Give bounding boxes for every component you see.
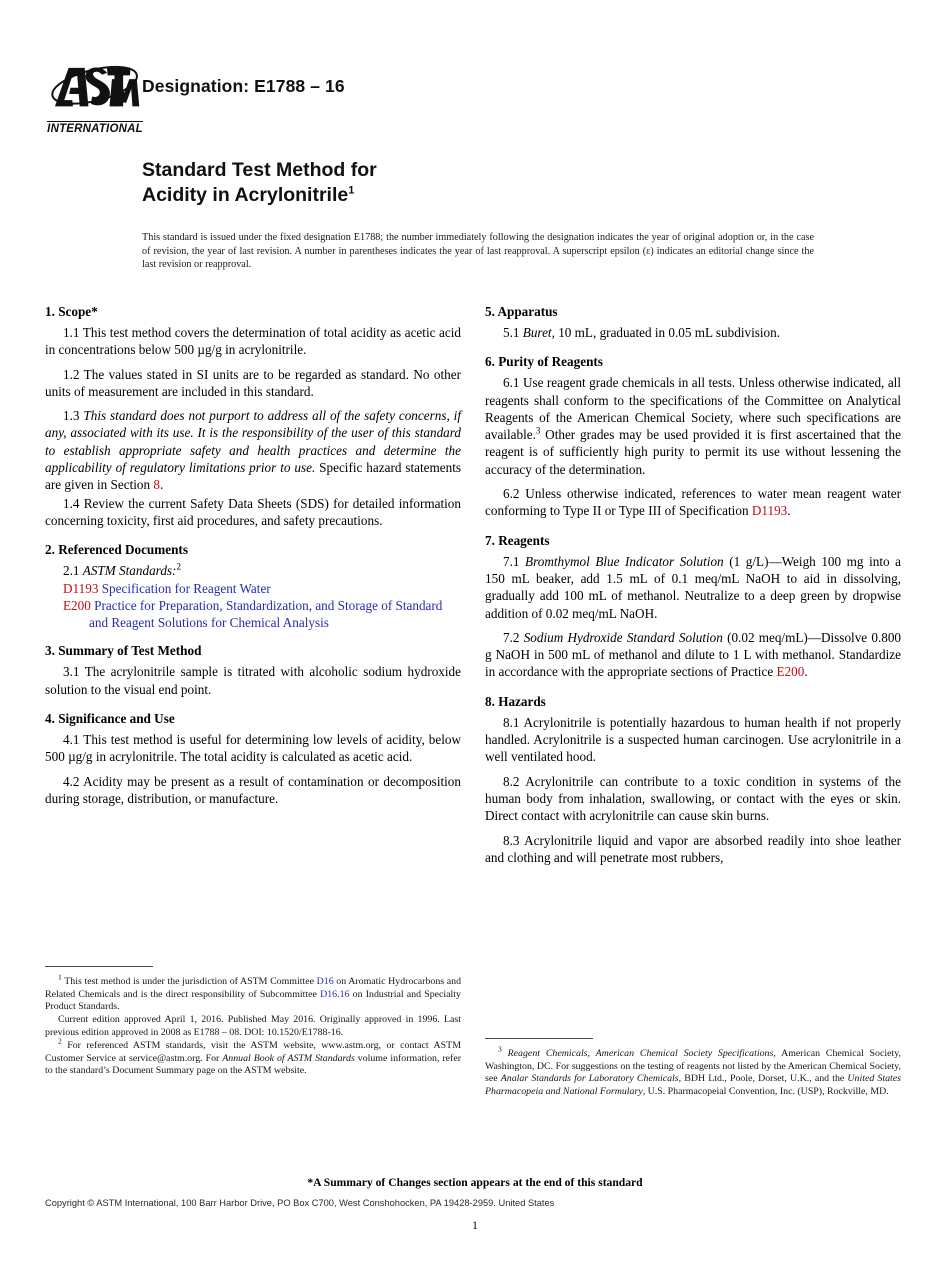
paragraph-7-2-tail-after: . bbox=[804, 664, 808, 680]
footnote-3 bbox=[485, 1044, 902, 1098]
list-item[interactable] bbox=[63, 580, 461, 597]
summary-of-changes-note: *A Summary of Changes section appears at the end of this standard bbox=[307, 1176, 643, 1189]
section-heading-significance-and-use: 4. Significance and Use bbox=[45, 711, 175, 727]
paragraph-4-1: 4.1 This test method is useful for determining low levels of acidity, below 500 µg/g in acrylonitrile. The total acidity is calculated as acetic acid. bbox=[45, 732, 461, 765]
paragraph-6-2-after: . bbox=[787, 503, 791, 519]
footnote-3-italic-1: Reagent Chemicals, American Chemical Society Specifications bbox=[507, 1048, 774, 1059]
paragraph-8-3: 8.3 Acrylonitrile liquid and vapor are absorbed readily into shoe leather and clothing and will penetrate most rubbers, bbox=[485, 832, 901, 865]
footnote-divider bbox=[485, 1038, 593, 1039]
paragraph-1-3-number: 1.3 bbox=[63, 408, 80, 424]
title-footnote-marker: 1 bbox=[348, 184, 355, 197]
footnote-2-italic: Annual Book of ASTM Standards bbox=[222, 1052, 355, 1064]
paragraph-2-1-footnote-marker: 2 bbox=[176, 561, 181, 572]
paragraph-6-1-footnote-marker: 3 bbox=[535, 425, 541, 436]
footnote-1-marker: 1 bbox=[58, 972, 62, 982]
section-heading-referenced-documents: 2. Referenced Documents bbox=[45, 542, 188, 558]
paragraph-2-1 bbox=[45, 562, 461, 579]
footnote-1 bbox=[45, 972, 462, 1014]
astm-logo-block bbox=[47, 58, 143, 135]
footnote-divider bbox=[45, 966, 153, 967]
section-heading-reagents: 7. Reagents bbox=[485, 532, 550, 548]
paragraph-1-3-tail-before: Specific hazard statements are given in Section bbox=[45, 460, 462, 493]
paragraph-1-3-italic: This standard does not purport to address all of the safety concerns, if any, associated with its use. It is the responsibility of the user of this standard to establish appropriate safety and health practices and determine the applicability of regulatory limitations prior to use. bbox=[45, 408, 461, 476]
astm-logo-wordmark: INTERNATIONAL bbox=[47, 123, 143, 135]
document-header bbox=[0, 0, 950, 300]
section-heading-hazards: 8. Hazards bbox=[485, 693, 546, 709]
right-column bbox=[485, 303, 901, 867]
paragraph-8-1: 8.1 Acrylonitrile is potentially hazardous to human health if not properly handled. Acrylonitrile is a suspected human carcinogen. Use acrylonitrile in a well ventilated hood. bbox=[485, 714, 901, 765]
paragraph-1-3-tail-after: . bbox=[160, 477, 164, 493]
designation-label: Designation: E1788 – 16 bbox=[142, 76, 345, 96]
paragraph-7-2-tail-before: (0.02 meq/mL)—Dissolve 0.800 g NaOH in 500 mL of methanol and dilute to 1 L with methanol. Standardize in accordance with the appropriate sections of Practice bbox=[485, 629, 902, 680]
reference-link-e200[interactable]: E200 bbox=[776, 664, 805, 680]
paragraph-7-1 bbox=[485, 553, 901, 623]
section-heading-scope: 1. Scope* bbox=[45, 304, 98, 319]
paragraph-1-4: 1.4 Review the current Safety Data Sheets (SDS) for detailed information concerning toxicity, first aid procedures, and safety precautions. bbox=[45, 495, 461, 528]
paragraph-6-1-after: Other grades may be used provided it is first ascertained that the reagent is of sufficiently high purity to permit its use without lessening the accuracy of the determination. bbox=[485, 427, 901, 477]
footnote-1-before: This test method is under the jurisdiction of ASTM Committee bbox=[61, 976, 317, 987]
section-heading-apparatus: 5. Apparatus bbox=[485, 304, 558, 319]
footnote-1-edition-info: Current edition approved April 1, 2016. Published May 2016. Originally approved in 1996. Last previous edition approved in 2008 as E1788 – 08. DOI: 10.1520/E1788-16. bbox=[45, 1014, 461, 1038]
footnote-3-part2: , BDH Ltd., Poole, Dorset, U.K., and the bbox=[678, 1073, 848, 1085]
astm-logo-icon bbox=[47, 58, 141, 120]
paragraph-7-2-number: 7.2 bbox=[503, 629, 520, 645]
footnotes-right bbox=[485, 1038, 901, 1098]
footnote-2 bbox=[45, 1036, 462, 1078]
section-heading-purity-of-reagents: 6. Purity of Reagents bbox=[485, 354, 603, 370]
paragraph-5-1 bbox=[485, 324, 901, 342]
title-line-1: Standard Test Method for bbox=[142, 159, 377, 181]
paragraph-2-1-number: 2.1 bbox=[63, 563, 80, 579]
footnote-3-italic-2: Analar Standards for Laboratory Chemicals bbox=[500, 1073, 679, 1085]
footnotes-left bbox=[45, 966, 461, 1078]
paragraph-5-1-tail: 10 mL, graduated in 0.05 mL subdivision. bbox=[558, 325, 781, 340]
reference-title[interactable]: Practice for Preparation, Standardization, and Storage of Standard and Reagent Solutions for Chemical Analysis bbox=[89, 597, 443, 631]
paragraph-6-1-before: 6.1 Use reagent grade chemicals in all tests. Unless otherwise indicated, all reagents shall conform to the specifications of the Committee on Analytical Reagents of the American Chemical Society, where such specifications are available. bbox=[485, 375, 901, 443]
section-link-8[interactable]: 8 bbox=[153, 477, 160, 493]
section-heading-summary-of-test-method: 3. Summary of Test Method bbox=[45, 643, 202, 659]
reference-title[interactable]: Specification for Reagent Water bbox=[101, 580, 271, 596]
left-column bbox=[45, 303, 461, 808]
footnote-3-marker: 3 bbox=[498, 1044, 502, 1054]
paragraph-8-2: 8.2 Acrylonitrile can contribute to a toxic condition in systems of the human body from inhalation, swallowing, or contact with the eyes or skin. Direct contact with acrylonitrile can cause skin burns. bbox=[485, 773, 901, 824]
footnote-3-part3: , U.S. Pharmacopeial Convention, Inc. (USP), Rockville, MD. bbox=[642, 1085, 889, 1097]
paragraph-6-2 bbox=[485, 485, 901, 521]
paragraph-1-1: 1.1 This test method covers the determination of total acidity as acetic acid in concentrations below 500 µg/g in acrylonitrile. bbox=[45, 325, 461, 358]
page-number: 1 bbox=[472, 1220, 478, 1232]
subcommittee-link-d1616[interactable]: D16.16 bbox=[320, 988, 350, 1000]
paragraph-7-1-tail: (1 g/L)—Weigh 100 mg into a 150 mL beaker, add 1.5 mL of 0.1 meq/mL NaOH to aid in dissolving, gradually add 100 mL of methanol. Neutralize to a deep green by dropwise addition of 0.02 meq/mL NaOH. bbox=[485, 553, 901, 621]
reference-designation[interactable]: D1193 bbox=[63, 580, 99, 596]
footnote-2-marker: 2 bbox=[58, 1036, 62, 1046]
paragraph-6-1 bbox=[485, 374, 901, 479]
committee-link-d16[interactable]: D16 bbox=[316, 976, 334, 987]
copyright-line: Copyright © ASTM International, 100 Barr Harbor Drive, PO Box C700, West Conshohocken, PA 19428-2959. United States bbox=[45, 1198, 555, 1208]
paragraph-7-1-italic: Bromthymol Blue Indicator Solution bbox=[525, 553, 724, 569]
paragraph-4-2: 4.2 Acidity may be present as a result of contamination or decomposition during storage, distribution, or manufacture. bbox=[45, 773, 461, 806]
paragraph-1-3 bbox=[45, 407, 461, 494]
paragraph-2-1-italic: ASTM Standards: bbox=[82, 563, 177, 579]
paragraph-5-1-number: 5.1 bbox=[503, 325, 520, 340]
paragraph-1-2: 1.2 The values stated in SI units are to be regarded as standard. No other units of measurement are included in this standard. bbox=[45, 366, 461, 399]
list-item[interactable] bbox=[63, 597, 461, 632]
footnote-3-italic-3: United States Pharmacopeia and National Formulary bbox=[485, 1073, 902, 1097]
paragraph-5-1-italic: Buret, bbox=[522, 325, 555, 340]
footnote-1-mid: on Aromatic Hydrocarbons and Related Chemicals and is the direct responsibility of Subcommittee bbox=[45, 976, 462, 1000]
reference-designation[interactable]: E200 bbox=[63, 597, 91, 613]
reference-link-d1193[interactable]: D1193 bbox=[751, 503, 788, 519]
paragraph-7-1-number: 7.1 bbox=[503, 553, 520, 569]
paragraph-7-2-italic: Sodium Hydroxide Standard Solution bbox=[523, 629, 723, 645]
footnote-2-part1: For referenced ASTM standards, visit the ASTM website, www.astm.org, or contact ASTM Customer Service at service@astm.org. For bbox=[45, 1039, 461, 1064]
paragraph-7-2 bbox=[485, 629, 901, 682]
paragraph-6-2-before: 6.2 Unless otherwise indicated, references to water mean reagent water conforming to Type II or Type III of Specification bbox=[485, 486, 901, 519]
title-line-2: Acidity in Acrylonitrile bbox=[142, 184, 349, 206]
referenced-standards-list bbox=[45, 580, 461, 632]
standard-issued-note: This standard is issued under the fixed designation E1788; the number immediately following the designation indicates the year of original adoption or, in the case of revision, the year of last revision. A number in parentheses indicates the year of last reapproval. A superscript epsilon (ε) indicates an editorial change since the last revision or reapproval. bbox=[142, 232, 814, 271]
paragraph-3-1: 3.1 The acrylonitrile sample is titrated with alcoholic sodium hydroxide solution to the visual end point. bbox=[45, 664, 461, 697]
footnote-2-part2: volume information, refer to the standard’s Document Summary page on the ASTM website. bbox=[45, 1052, 462, 1077]
footnote-3-part1: , American Chemical Society, Washington, DC. For suggestions on the testing of reagents not listed by the American Chemical Society, see bbox=[485, 1048, 901, 1085]
footnote-1-after: on Industrial and Specialty Product Standards. bbox=[45, 988, 461, 1013]
page-title bbox=[142, 158, 642, 208]
